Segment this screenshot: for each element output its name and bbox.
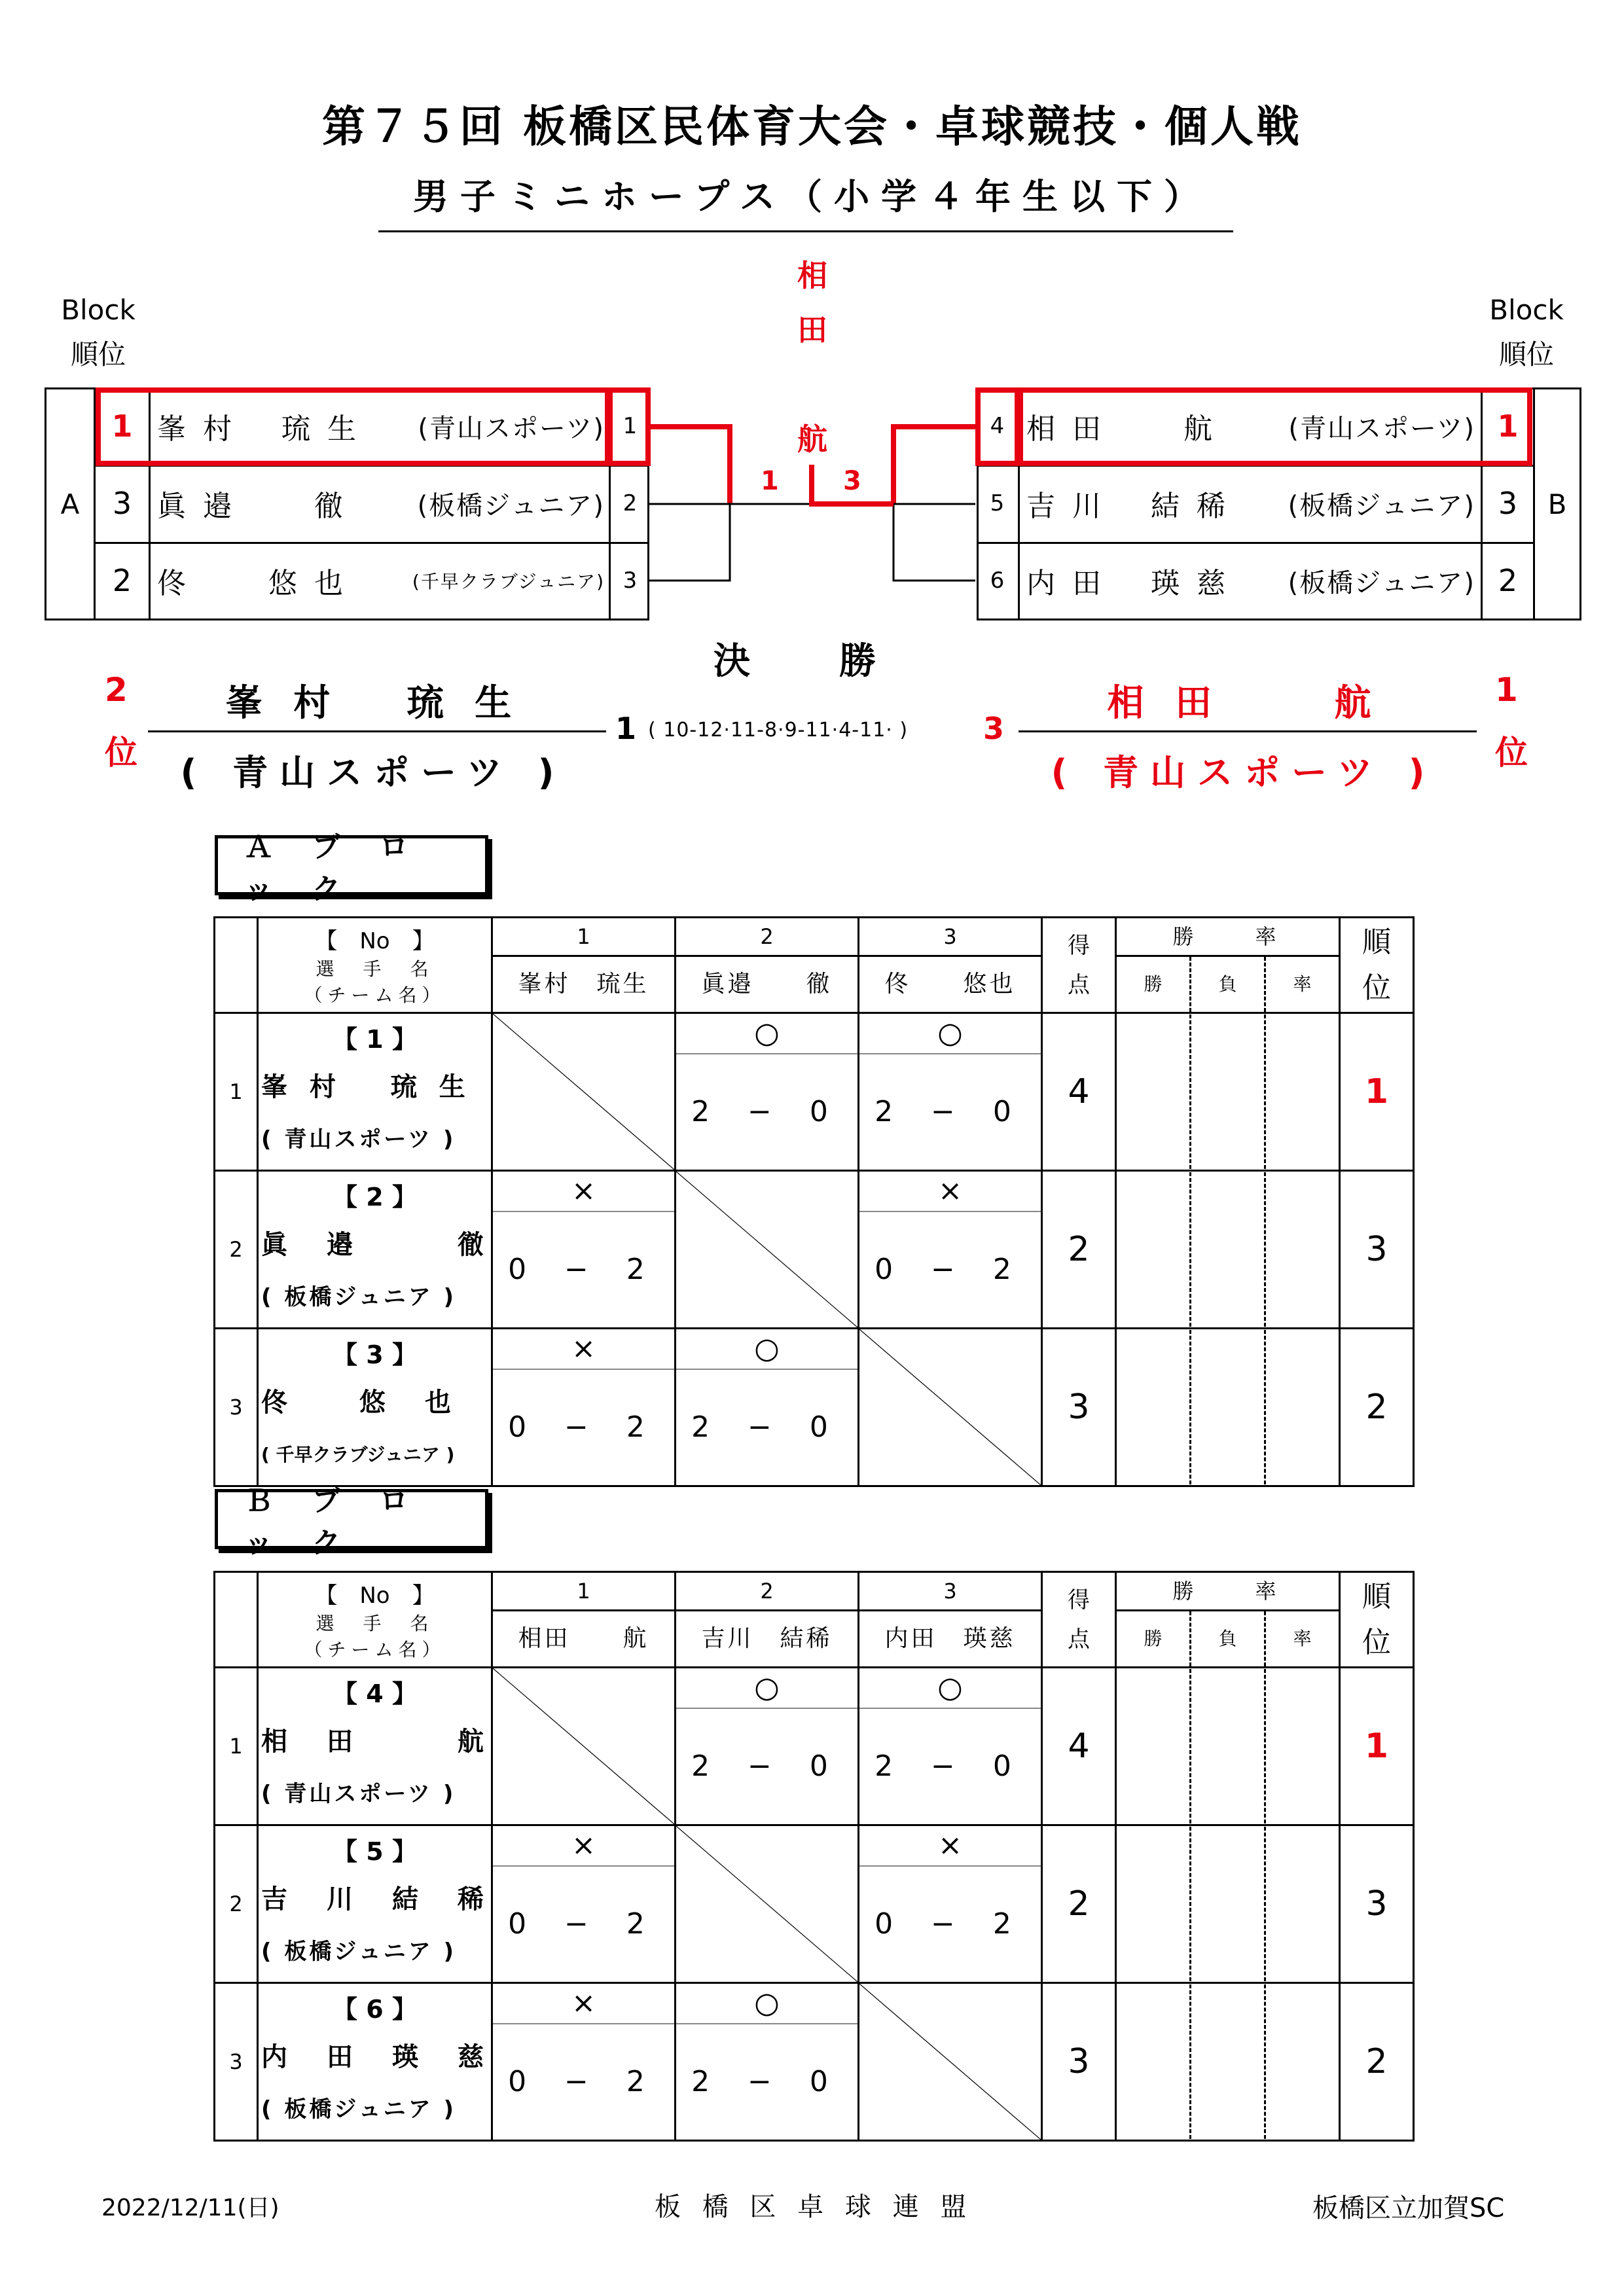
points-char-1: 得 bbox=[1068, 1587, 1090, 1613]
player-no: 【 3 】 bbox=[333, 1340, 417, 1369]
match-result-cell bbox=[859, 1171, 1042, 1329]
corner-cell bbox=[215, 1572, 258, 1668]
row-index: 1 bbox=[215, 1013, 258, 1171]
player-team: ( 青山スポーツ ) bbox=[261, 1126, 456, 1153]
win-rate-cell bbox=[1116, 1171, 1340, 1329]
table-row bbox=[215, 1668, 1414, 1825]
opponent-name: 峯村 琉生 bbox=[518, 971, 649, 997]
left-row-team: (千早クラブジュニア) bbox=[412, 571, 605, 592]
rate-label: 率 bbox=[1293, 973, 1312, 995]
player-team: ( 板橋ジュニア ) bbox=[261, 1939, 457, 1965]
win-rate-cell bbox=[1116, 1825, 1340, 1983]
opponent-name: 佟 悠也 bbox=[884, 971, 1016, 997]
match-result-cell bbox=[859, 1668, 1042, 1825]
match-result-cell bbox=[492, 1825, 676, 1983]
player-no: 【 2 】 bbox=[333, 1183, 417, 1211]
win-rate-label: 勝 率 bbox=[1117, 918, 1339, 957]
right-row-name: 内 田 瑛 慈 bbox=[1026, 567, 1229, 600]
header-player-name: 選 手 名 bbox=[316, 958, 434, 980]
win-rate-cell bbox=[1116, 1668, 1340, 1825]
match-result-cell bbox=[859, 1825, 1042, 1983]
rank-value: 3 bbox=[1340, 1825, 1414, 1983]
points-value: 4 bbox=[1042, 1013, 1116, 1171]
match-result-cell bbox=[676, 1329, 859, 1486]
block-b-title: Ｂ ブ ロ ッ ク bbox=[215, 1489, 488, 1549]
opponent-name: 相田 航 bbox=[518, 1625, 649, 1652]
rank-char-2: 位 bbox=[1362, 1625, 1391, 1659]
left-row-seed: 3 bbox=[623, 567, 638, 594]
result-mark: × bbox=[493, 1984, 674, 2024]
points-value: 3 bbox=[1042, 1329, 1116, 1486]
self-match-cell bbox=[859, 1983, 1042, 2141]
result-mark: ○ bbox=[676, 1668, 857, 1709]
row-index: 3 bbox=[215, 1329, 258, 1486]
result-score: 0 − 2 bbox=[508, 2065, 659, 2098]
event-subtitle: 男子ミニホープス（小学４年生以下） bbox=[412, 176, 1212, 217]
win-label: 勝 bbox=[1117, 1611, 1191, 1666]
self-match-cell bbox=[676, 1825, 859, 1983]
player-team: ( 青山スポーツ ) bbox=[261, 1781, 456, 1807]
final-loser-score: 1 bbox=[615, 711, 637, 746]
result-score: 2 − 0 bbox=[875, 1749, 1026, 1783]
points-value: 2 bbox=[1042, 1825, 1116, 1983]
right-row-rank: 2 bbox=[1498, 563, 1518, 598]
result-score: 2 − 0 bbox=[691, 2065, 842, 2098]
right-seed-highlight bbox=[975, 387, 1020, 466]
left-seed-highlight bbox=[607, 387, 651, 466]
left-block-label: A bbox=[60, 488, 80, 520]
corner-cell bbox=[215, 918, 258, 1013]
block-header-text: Block bbox=[1489, 294, 1564, 326]
match-result-cell bbox=[492, 1329, 676, 1486]
match-result-cell bbox=[676, 1668, 859, 1825]
match-result-cell bbox=[492, 1171, 676, 1329]
header-player bbox=[258, 918, 492, 1013]
rate-label: 率 bbox=[1293, 1628, 1312, 1649]
winner-place-num: 1 bbox=[1495, 671, 1518, 709]
opponent-number: 2 bbox=[676, 1573, 857, 1611]
header-rank bbox=[1340, 918, 1414, 1013]
left-winner-highlight bbox=[96, 387, 610, 466]
player-cell bbox=[258, 1983, 492, 2141]
table-row bbox=[215, 1013, 1414, 1171]
result-score: 2 − 0 bbox=[691, 1749, 842, 1783]
left-row-name: 眞 邉 徹 bbox=[157, 490, 347, 523]
final-winner-score: 3 bbox=[983, 711, 1005, 746]
result-mark: × bbox=[493, 1172, 674, 1212]
player-name: 佟 悠 也 bbox=[261, 1388, 458, 1418]
player-name: 吉 川 結 稀 bbox=[261, 1884, 490, 1914]
loser-place-num: 2 bbox=[105, 671, 128, 709]
right-row-rank: 3 bbox=[1498, 486, 1518, 521]
loser-underline bbox=[148, 730, 606, 732]
opponent-number: 3 bbox=[859, 1573, 1041, 1611]
header-team-name: （チーム名） bbox=[304, 1639, 446, 1660]
header-opponent-3 bbox=[859, 918, 1042, 1013]
player-no: 【 5 】 bbox=[333, 1837, 417, 1866]
left-row-rank: 2 bbox=[112, 563, 132, 598]
player-name: 内 田 瑛 慈 bbox=[261, 2042, 490, 2072]
win-rate-label: 勝 率 bbox=[1117, 1573, 1339, 1611]
subtitle-underline bbox=[378, 230, 1233, 232]
table-row bbox=[215, 1329, 1414, 1486]
right-row-seed: 6 bbox=[990, 567, 1005, 594]
left-winner-line bbox=[648, 427, 730, 504]
result-score: 2 − 0 bbox=[691, 1410, 842, 1444]
result-mark: × bbox=[493, 1826, 674, 1867]
right-winner-line bbox=[893, 427, 975, 504]
result-score: 2 − 0 bbox=[691, 1095, 842, 1128]
player-name: 峯 村 琉 生 bbox=[261, 1072, 472, 1102]
player-cell bbox=[258, 1329, 492, 1486]
right-row-team: (板橋ジュニア) bbox=[1288, 567, 1475, 598]
right-row-team: (板橋ジュニア) bbox=[1288, 490, 1475, 521]
left-row-team: (青山スポーツ) bbox=[418, 413, 605, 444]
rank-char-2: 位 bbox=[1362, 971, 1391, 1005]
right-row-name: 吉 川 結 稀 bbox=[1026, 490, 1229, 523]
final-loser-name: 峯 村 琉 生 bbox=[225, 682, 521, 725]
left-row-rank: 1 bbox=[111, 408, 133, 444]
rank-value: 3 bbox=[1340, 1171, 1414, 1329]
table-row bbox=[215, 1171, 1414, 1329]
result-score: 0 − 2 bbox=[875, 1907, 1026, 1941]
header-points bbox=[1042, 1572, 1116, 1668]
row-index: 1 bbox=[215, 1668, 258, 1825]
champion-char-3: 航 bbox=[797, 422, 827, 457]
block-header-text: Block bbox=[61, 294, 135, 326]
rank-char-1: 順 bbox=[1362, 925, 1391, 959]
result-score: 0 − 2 bbox=[875, 1253, 1026, 1286]
champion-char-2: 田 bbox=[797, 312, 827, 348]
right-block-label: B bbox=[1547, 488, 1567, 520]
player-cell bbox=[258, 1013, 492, 1171]
right-row-rank: 1 bbox=[1497, 408, 1519, 444]
header-no: 【 No 】 bbox=[315, 928, 435, 954]
loser-place-label: 位 bbox=[105, 734, 137, 772]
rank-char-1: 順 bbox=[1362, 1579, 1391, 1613]
result-score: 0 − 2 bbox=[508, 1410, 659, 1444]
result-score: 0 − 2 bbox=[508, 1253, 659, 1286]
points-value: 3 bbox=[1042, 1983, 1116, 2141]
points-char-2: 点 bbox=[1068, 1626, 1090, 1653]
left-final-score: 1 bbox=[761, 466, 779, 496]
table-row bbox=[215, 1983, 1414, 2141]
player-no: 【 1 】 bbox=[333, 1025, 417, 1054]
champion-char-1: 相 bbox=[797, 258, 827, 293]
header-opponent-2 bbox=[676, 918, 859, 1013]
self-match-cell bbox=[676, 1171, 859, 1329]
win-rate-cell bbox=[1116, 1013, 1340, 1171]
header-opponent-3 bbox=[859, 1572, 1042, 1668]
right-row-name: 相 田 航 bbox=[1026, 412, 1216, 446]
left-row-name: 佟 悠 也 bbox=[157, 567, 347, 600]
match-result-cell bbox=[676, 1983, 859, 2141]
winner-place-label: 位 bbox=[1495, 734, 1528, 772]
header-points bbox=[1042, 918, 1116, 1013]
table-row bbox=[215, 1825, 1414, 1983]
rank-value: 1 bbox=[1340, 1668, 1414, 1825]
footer-date: 2022/12/11(日) bbox=[101, 2195, 280, 2221]
opponent-number: 1 bbox=[493, 918, 674, 957]
player-no: 【 6 】 bbox=[333, 1995, 417, 2024]
winner-underline bbox=[1019, 730, 1477, 732]
result-score: 2 − 0 bbox=[875, 1095, 1026, 1128]
header-rank bbox=[1340, 1572, 1414, 1668]
win-label: 勝 bbox=[1117, 957, 1191, 1012]
points-char-1: 得 bbox=[1068, 932, 1090, 959]
match-result-cell bbox=[676, 1013, 859, 1171]
rank-value: 1 bbox=[1340, 1013, 1414, 1171]
loss-label: 負 bbox=[1191, 957, 1266, 1012]
header-opponent-1 bbox=[492, 918, 676, 1013]
header-team-name: （チーム名） bbox=[304, 984, 446, 1006]
rank-value: 2 bbox=[1340, 1983, 1414, 2141]
block_a-table bbox=[213, 916, 1415, 1487]
points-char-2: 点 bbox=[1068, 971, 1090, 998]
opponent-number: 3 bbox=[859, 918, 1041, 957]
left-row-seed: 1 bbox=[623, 413, 638, 439]
final-winner-team: ( 青山スポーツ ) bbox=[1051, 752, 1437, 793]
points-value: 4 bbox=[1042, 1668, 1116, 1825]
footer-venue: 板橋区立加賀SC bbox=[1312, 2193, 1505, 2223]
result-mark: ○ bbox=[676, 1014, 857, 1054]
result-score: 0 − 2 bbox=[508, 1907, 659, 1941]
left-row-rank: 3 bbox=[112, 486, 132, 521]
result-mark: × bbox=[859, 1826, 1041, 1867]
rank-header-text: 順位 bbox=[70, 338, 126, 370]
right-row-seed: 4 bbox=[990, 413, 1005, 439]
row-index: 2 bbox=[215, 1171, 258, 1329]
win-rate-cell bbox=[1116, 1329, 1340, 1486]
right-winner-highlight bbox=[1018, 387, 1532, 466]
right-block-header bbox=[1481, 288, 1572, 377]
opponent-name: 眞邉 徹 bbox=[701, 971, 833, 997]
opponent-name: 吉川 結稀 bbox=[701, 1625, 833, 1652]
row-index: 2 bbox=[215, 1825, 258, 1983]
self-match-cell bbox=[492, 1013, 676, 1171]
points-value: 2 bbox=[1042, 1171, 1116, 1329]
result-mark: × bbox=[493, 1329, 674, 1370]
final-game-scores: ( 10-12·11-8·9-11·4-11· ) bbox=[648, 719, 909, 742]
result-mark: ○ bbox=[676, 1329, 857, 1370]
header-win-rate bbox=[1116, 918, 1340, 1013]
row-index: 3 bbox=[215, 1983, 258, 2141]
left-row-team: (板橋ジュニア) bbox=[417, 490, 605, 521]
player-name: 相 田 航 bbox=[261, 1727, 490, 1757]
opponent-number: 1 bbox=[493, 1573, 674, 1611]
page-title: 第７５回 板橋区民体育大会・卓球競技・個人戦 bbox=[322, 101, 1302, 152]
right-row-seed: 5 bbox=[990, 490, 1005, 516]
player-cell bbox=[258, 1825, 492, 1983]
player-cell bbox=[258, 1668, 492, 1825]
self-match-cell bbox=[492, 1668, 676, 1825]
header-win-rate bbox=[1116, 1572, 1340, 1668]
left-row-name: 峯 村 琉 生 bbox=[157, 412, 360, 446]
loss-label: 負 bbox=[1191, 1611, 1266, 1666]
opponent-name: 内田 瑛慈 bbox=[884, 1625, 1016, 1652]
result-mark: × bbox=[859, 1172, 1041, 1212]
player-name: 眞 邉 徹 bbox=[261, 1230, 490, 1260]
block_b-table bbox=[213, 1571, 1415, 2142]
final-loser-team: ( 青山スポーツ ) bbox=[180, 752, 566, 793]
right-final-score: 3 bbox=[843, 466, 861, 496]
player-team: ( 千早クラブジュニア ) bbox=[261, 1444, 455, 1465]
header-opponent-2 bbox=[676, 1572, 859, 1668]
bracket-lines bbox=[648, 393, 982, 589]
header-no: 【 No 】 bbox=[315, 1583, 435, 1609]
rank-value: 2 bbox=[1340, 1329, 1414, 1486]
player-cell bbox=[258, 1171, 492, 1329]
result-mark: ○ bbox=[676, 1984, 857, 2024]
left-block-header bbox=[52, 288, 144, 377]
final-winner-name: 相 田 航 bbox=[1107, 682, 1380, 725]
header-opponent-1 bbox=[492, 1572, 676, 1668]
player-no: 【 4 】 bbox=[333, 1679, 417, 1708]
right-row-team: (青山スポーツ) bbox=[1288, 413, 1475, 444]
header-player-name: 選 手 名 bbox=[316, 1613, 434, 1634]
match-result-cell bbox=[859, 1013, 1042, 1171]
result-mark: ○ bbox=[859, 1014, 1041, 1054]
rank-header-text: 順位 bbox=[1498, 338, 1554, 370]
footer-organizer: 板 橋 区 卓 球 連 盟 bbox=[655, 2192, 973, 2222]
result-mark: ○ bbox=[859, 1668, 1041, 1709]
win-rate-cell bbox=[1116, 1983, 1340, 2141]
block-a-title: Ａ ブ ロ ッ ク bbox=[215, 835, 488, 895]
self-match-cell bbox=[859, 1329, 1042, 1486]
player-team: ( 板橋ジュニア ) bbox=[261, 2096, 457, 2123]
left-row-seed: 2 bbox=[623, 490, 638, 516]
header-player bbox=[258, 1572, 492, 1668]
final-heading: 決 勝 bbox=[713, 640, 881, 683]
match-result-cell bbox=[492, 1983, 676, 2141]
opponent-number: 2 bbox=[676, 918, 857, 957]
player-team: ( 板橋ジュニア ) bbox=[261, 1284, 457, 1310]
